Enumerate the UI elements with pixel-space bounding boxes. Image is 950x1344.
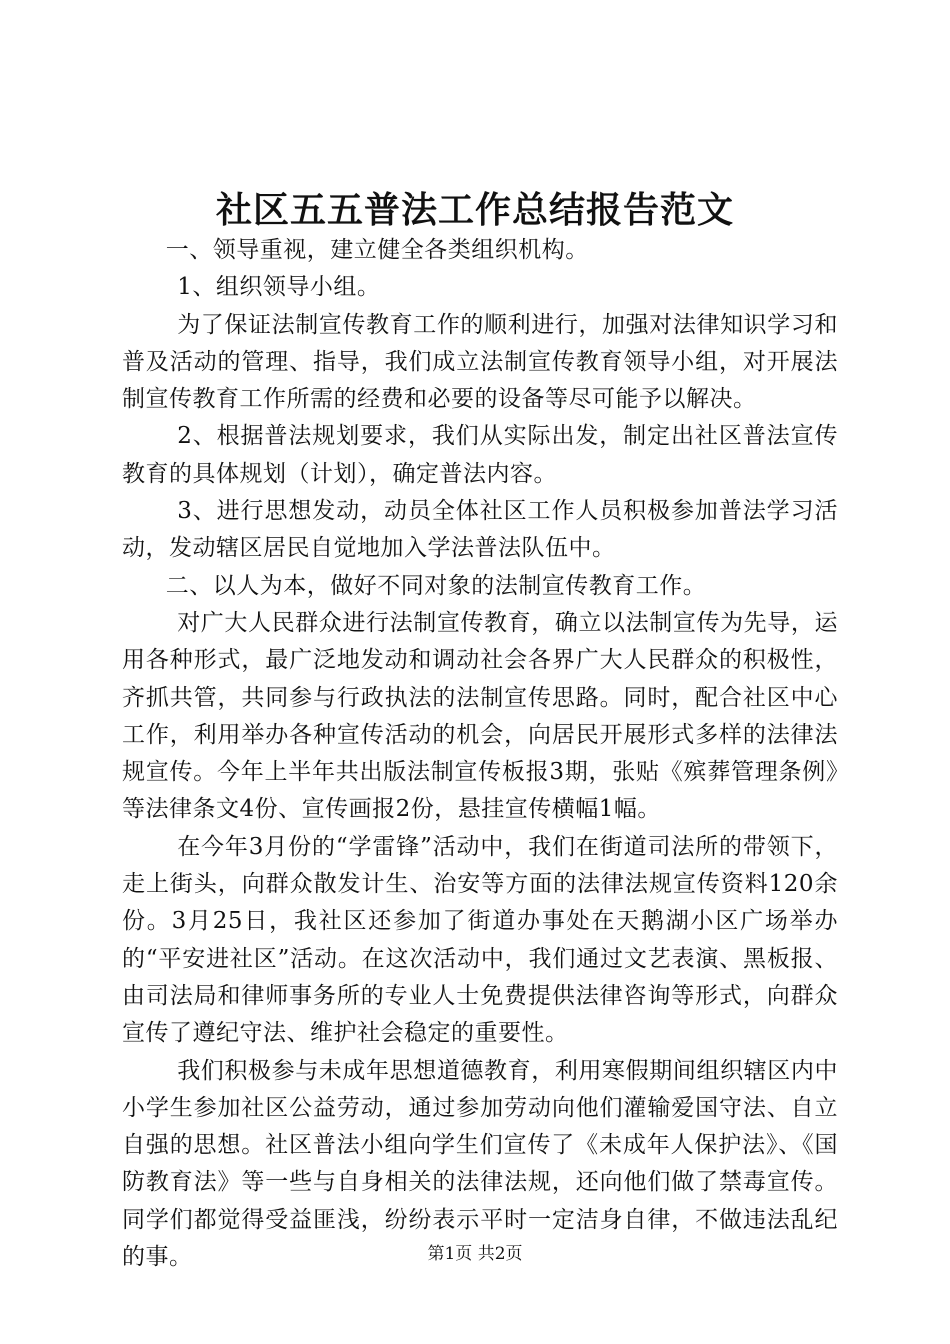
page-footer: 第1页 共2页 (427, 1244, 523, 1264)
document-title: 社区五五普法工作总结报告范文 (215, 189, 734, 231)
body-paragraph: 对广大人民群众进行法制宣传教育，确立以法制宣传为先导，运用各种形式，最广泛地发动和调动社会各界广大人民群众的积极性，齐抓共管，共同参与行政执法的法制宣传思路。同时，配合社区中心工作，利用举办各种宣传活动的机会，向居民开展形式多样的法律法规宣传。今年上半年共出版法制宣传板报3期，张贴《殡葬管理条例》等法律条文4份、宣传画报2份，悬挂宣传横幅1幅。 (122, 609, 838, 823)
subsection-heading: 1、组织领导小组。 (177, 274, 381, 301)
section-heading-1: 一、领导重视，建立健全各类组织机构。 (165, 237, 589, 263)
document-body (122, 232, 838, 1276)
body-paragraph: 3、进行思想发动，动员全体社区工作人员积极参加普法学习活动，发动辖区居民自觉地加入学法普法队伍中。 (122, 498, 838, 562)
body-paragraph: 在今年3月份的“学雷锋”活动中，我们在街道司法所的带领下，走上街头，向群众散发计生、治安等方面的法律法规宣传资料120余份。3月25日，我社区还参加了街道办事处在天鹅湖小区广场举办的“平安进社区”活动。在这次活动中，我们通过文艺表演、黑板报、由司法局和律师事务所的专业人士免费提供法律咨询等形式，向群众宣传了遵纪守法、维护社会稳定的重要性。 (122, 833, 838, 1047)
body-paragraph: 为了保证法制宣传教育工作的顺利进行，加强对法律知识学习和普及活动的管理、指导，我们成立法制宣传教育领导小组，对开展法制宣传教育工作所需的经费和必要的设备等尽可能予以解决。 (122, 311, 838, 413)
section-heading-2: 二、以人为本，做好不同对象的法制宣传教育工作。 (165, 572, 707, 599)
body-paragraph: 2、根据普法规划要求，我们从实际出发，制定出社区普法宣传教育的具体规划（计划），确定普法内容。 (122, 423, 838, 487)
body-paragraph: 我们积极参与未成年思想道德教育，利用寒假期间组织辖区内中小学生参加社区公益劳动，通过参加劳动向他们灌输爱国守法、自立自强的思想。社区普法小组向学生们宣传了《未成年人保护法》、《国防教育法》等一些与自身相关的法律法规，还向他们做了禁毒宣传。同学们都觉得受益匪浅，纷纷表示平时一定洁身自律，不做违法乱纪的事。 (122, 1057, 838, 1271)
